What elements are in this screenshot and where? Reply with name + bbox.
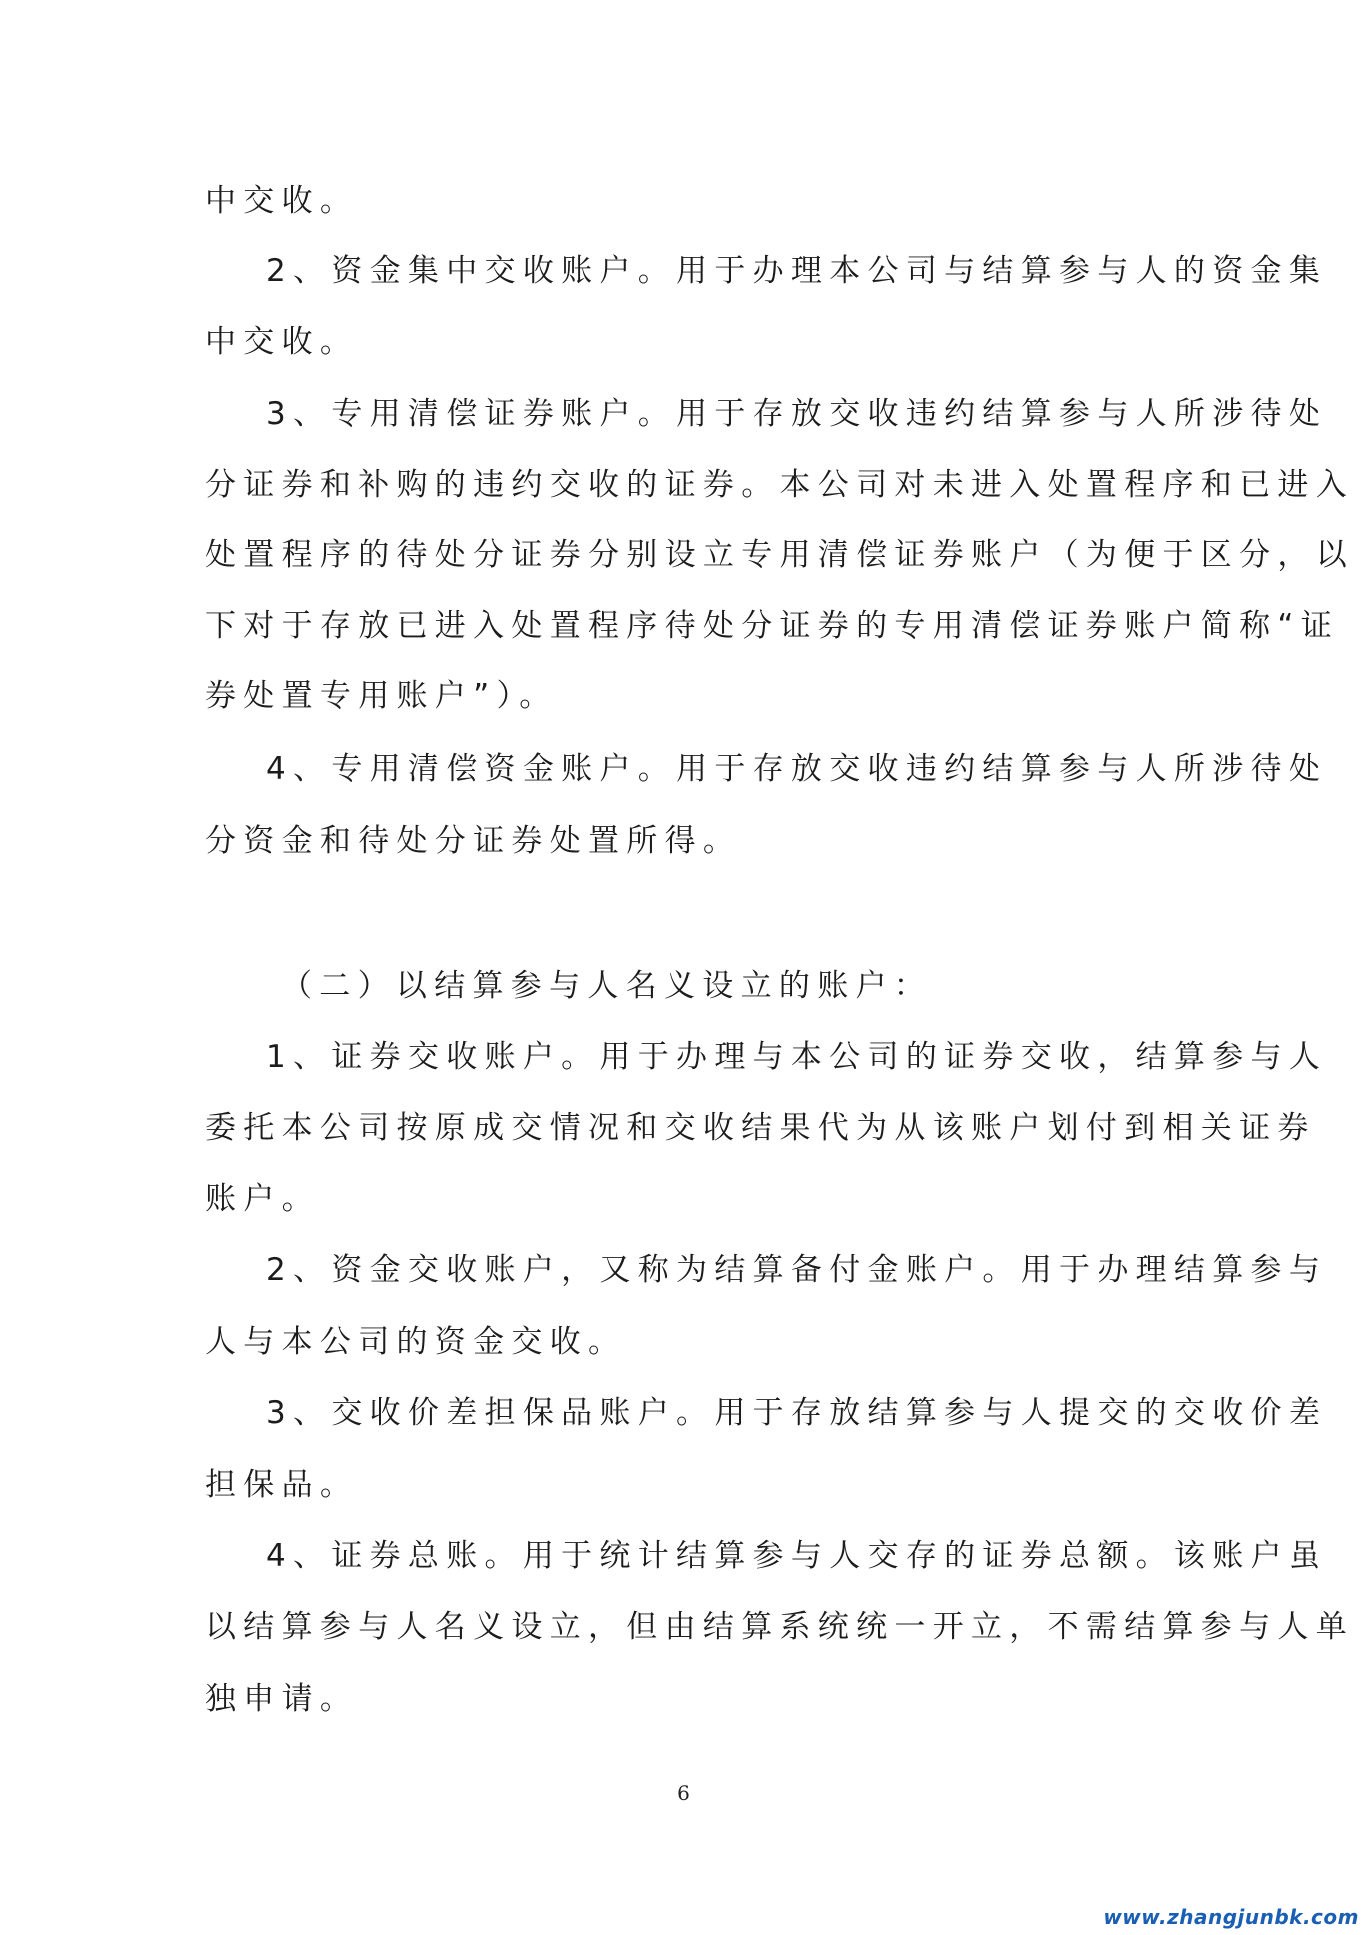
text-line: 账户。 bbox=[205, 1181, 320, 1217]
text-line: 4、证券总账。用于统计结算参与人交存的证券总额。该账户虽 bbox=[266, 1538, 1328, 1574]
text-line: 1、证券交收账户。用于办理与本公司的证券交收，结算参与人 bbox=[266, 1039, 1328, 1075]
text-line: 券处置专用账户”）。 bbox=[205, 678, 558, 714]
text-line: 人与本公司的资金交收。 bbox=[205, 1324, 627, 1360]
text-line: 处置程序的待处分证券分别设立专用清偿证券账户（为便于区分，以 bbox=[205, 537, 1354, 573]
text-line: 3、专用清偿证券账户。用于存放交收违约结算参与人所涉待处 bbox=[266, 396, 1328, 432]
text-line: 委托本公司按原成交情况和交收结果代为从该账户划付到相关证券 bbox=[205, 1110, 1316, 1146]
text-line: 中交收。 bbox=[205, 324, 359, 360]
text-line: 4、专用清偿资金账户。用于存放交收违约结算参与人所涉待处 bbox=[266, 751, 1328, 787]
watermark-link[interactable]: www.zhangjunbk.com bbox=[1103, 1905, 1359, 1929]
text-line: 3、交收价差担保品账户。用于存放结算参与人提交的交收价差 bbox=[266, 1395, 1328, 1431]
text-line: 分资金和待处分证券处置所得。 bbox=[205, 823, 742, 859]
text-line: 中交收。 bbox=[205, 183, 359, 219]
section-heading: （二）以结算参与人名义设立的账户： bbox=[281, 968, 933, 1004]
text-line: 2、资金交收账户，又称为结算备付金账户。用于办理结算参与 bbox=[266, 1252, 1328, 1288]
text-line: 2、资金集中交收账户。用于办理本公司与结算参与人的资金集 bbox=[266, 253, 1328, 289]
text-line: 下对于存放已进入处置程序待处分证券的专用清偿证券账户简称“证 bbox=[205, 608, 1340, 644]
page-number: 6 bbox=[677, 1781, 690, 1805]
text-line: 分证券和补购的违约交收的证券。本公司对未进入处置程序和已进入 bbox=[205, 467, 1354, 503]
text-line: 以结算参与人名义设立，但由结算系统统一开立，不需结算参与人单 bbox=[205, 1609, 1354, 1645]
text-line: 独申请。 bbox=[205, 1681, 359, 1717]
text-line: 担保品。 bbox=[205, 1467, 359, 1503]
